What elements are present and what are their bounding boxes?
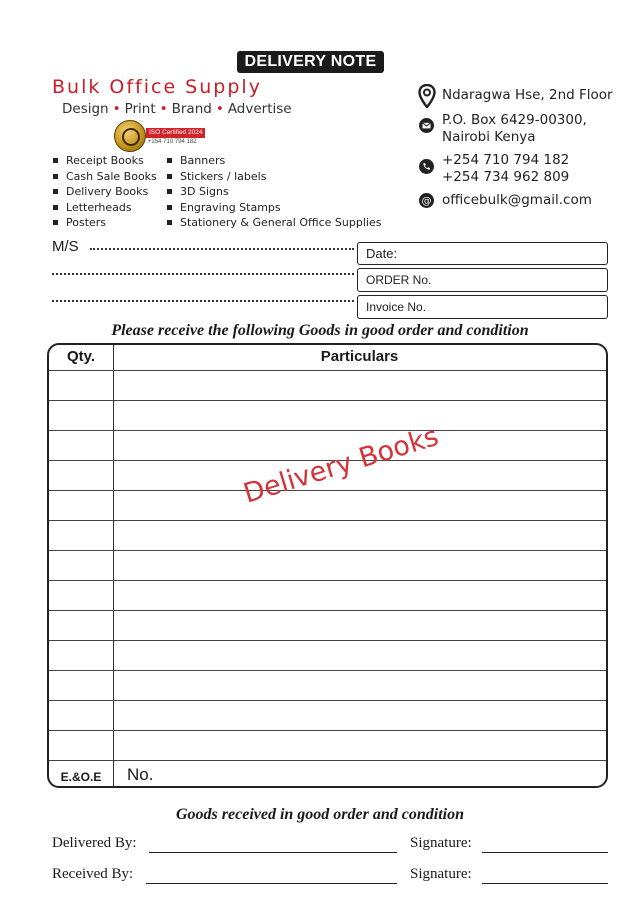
invoice-number-label: Invoice No. [366,300,427,314]
table-footer-eoe: E.&O.E [60,770,102,784]
address-input-line-2[interactable] [52,300,354,302]
column-header-particulars: Particulars [320,348,399,365]
table-row-line [49,370,606,371]
service-item: Banners [166,153,381,169]
date-label: Date: [366,246,398,261]
goods-received-statement: Goods received in good order and condition [176,806,464,823]
order-number-field[interactable] [357,268,608,292]
contact-email: officebulk@gmail.com [442,192,592,208]
po-box-line: P.O. Box 6429-00300, [442,112,587,128]
goods-table [47,343,608,788]
delivered-signature-line[interactable] [482,852,608,853]
po-box-city: Nairobi Kenya [442,129,536,145]
iso-seal-icon [114,120,146,152]
bullet-dot-icon: • [112,101,121,117]
column-header-qty: Qty. [66,348,96,365]
svg-text:@: @ [421,196,432,207]
delivery-books-stamp: Delivery Books [240,420,443,510]
service-item: Letterheads [52,200,157,216]
column-divider [113,345,114,786]
bullet-dot-icon: • [159,101,168,117]
service-item: Stickers / labels [166,169,381,185]
service-item: Stationery & General Office Supplies [166,215,381,231]
brand-tagline [62,101,292,117]
table-row-line [49,670,606,671]
iso-phone: +254 710 794 182 [148,139,197,145]
services-list-left [52,153,157,231]
tagline-design: Design [62,101,109,117]
table-footer-number: No. [127,765,154,784]
table-row-line [49,640,606,641]
document-title: DELIVERY NOTE [237,51,384,73]
phone-icon [419,159,434,174]
table-row-line [49,730,606,731]
iso-badge: ISO Certified 2024 [146,128,205,138]
receive-instructions: Please receive the following Goods in good order and condition [111,322,529,339]
table-row-line [49,490,606,491]
service-item: 3D Signs [166,184,381,200]
signature-label: Signature: [410,866,472,882]
table-row-line [49,520,606,521]
table-row-line [49,700,606,701]
location-pin-icon [418,84,436,108]
brand-name: Bulk Office Supply [52,76,262,98]
service-item: Delivery Books [52,184,157,200]
phone-number: +254 710 794 182 [442,152,570,168]
bullet-dot-icon: • [215,101,224,117]
signature-label: Signature: [410,835,472,851]
delivered-by-line[interactable] [149,852,397,853]
received-by-label: Received By: [52,866,134,882]
table-row-line [49,580,606,581]
phone-number: +254 734 962 809 [442,169,570,185]
tagline-print: Print [124,101,156,117]
ms-input-line[interactable] [90,248,354,250]
tagline-advertise: Advertise [227,101,292,117]
table-row-line [49,610,606,611]
address-input-line[interactable] [52,273,354,275]
service-item: Engraving Stamps [166,200,381,216]
table-row-line [49,550,606,551]
services-list-right [166,153,381,231]
invoice-number-field[interactable] [357,295,608,319]
service-item: Receipt Books [52,153,157,169]
date-field[interactable] [357,242,608,265]
order-number-label: ORDER No. [366,273,432,287]
table-row-line [49,400,606,401]
table-row-line [49,430,606,431]
delivered-by-label: Delivered By: [52,835,137,851]
contact-phones [442,152,569,186]
contact-address: Ndaragwa Hse, 2nd Floor [442,87,613,103]
received-by-line[interactable] [146,883,397,884]
ms-label: M/S [52,238,79,255]
received-signature-line[interactable] [482,883,608,884]
table-row-line [49,760,606,761]
mail-icon [419,118,434,133]
service-item: Cash Sale Books [52,169,157,185]
service-item: Posters [52,215,157,231]
email-at-icon [419,193,434,208]
tagline-brand: Brand [171,101,212,117]
contact-po-box [442,112,587,146]
